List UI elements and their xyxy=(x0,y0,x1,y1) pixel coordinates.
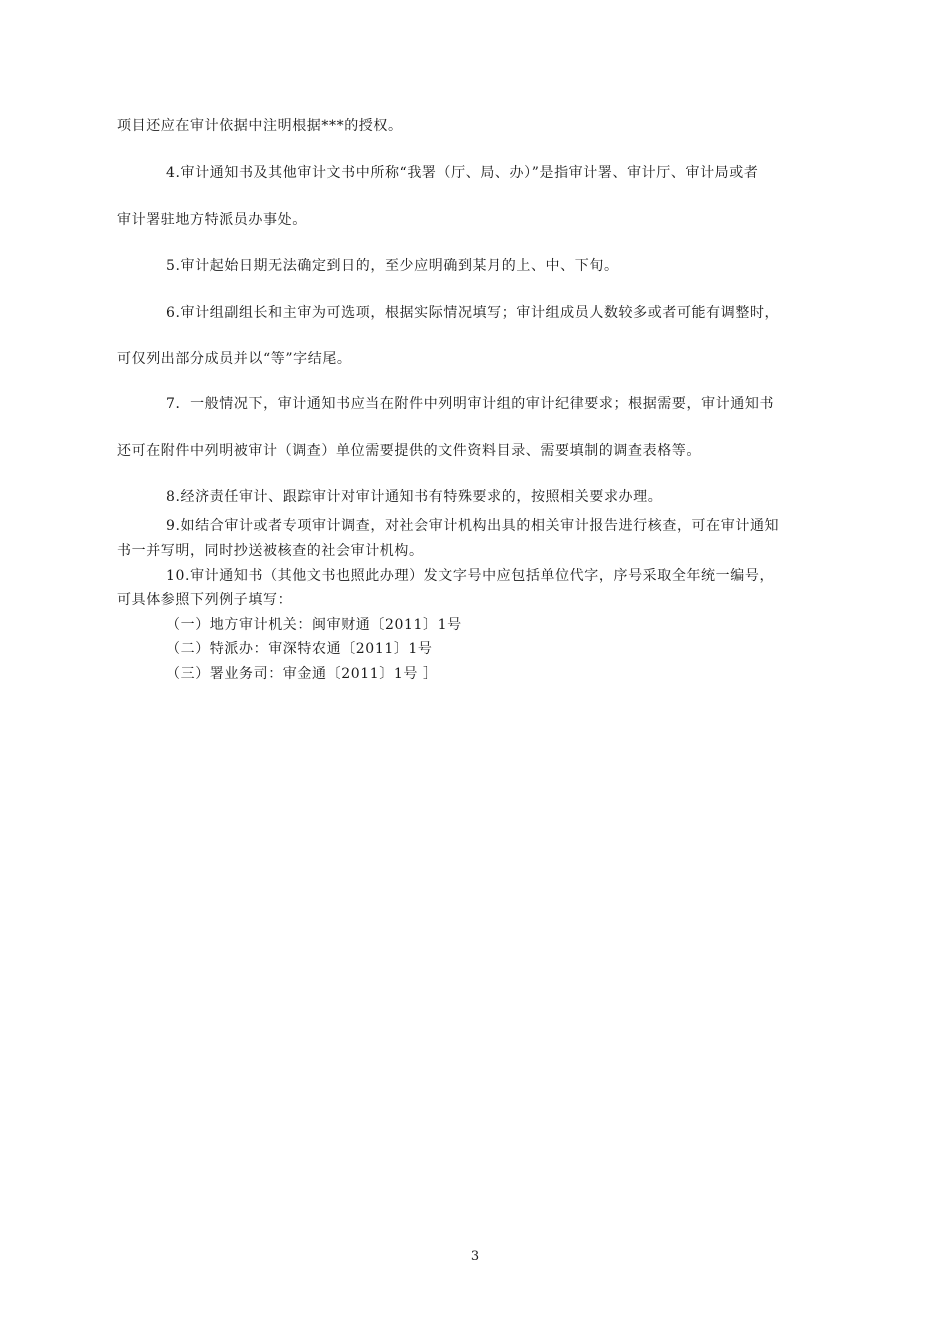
paragraph-line-item-10: 10.审计通知书（其他文书也照此办理）发文字号中应包括单位代字，序号采取全年统一编号， xyxy=(166,568,775,584)
paragraph-line-item-7-cont: 还可在附件中列明被审计（调查）单位需要提供的文件资料目录、需要填制的调查表格等。 xyxy=(117,443,701,459)
paragraph-line-item-8: 8.经济责任审计、跟踪审计对审计通知书有特殊要求的，按照相关要求办理。 xyxy=(166,489,663,505)
paragraph-line-item-6: 6.审计组副组长和主审为可选项，根据实际情况填写；审计组成员人数较多或者可能有调整时， xyxy=(166,305,780,321)
paragraph-line-item-10-cont: 可具体参照下列例子填写： xyxy=(117,592,293,608)
paragraph-line-item-9: 9.如结合审计或者专项审计调查，对社会审计机构出具的相关审计报告进行核查，可在审计通知 xyxy=(166,518,780,534)
paragraph-line-item-5: 5.审计起始日期无法确定到日的，至少应明确到某月的上、中、下旬。 xyxy=(166,258,619,274)
paragraph-line-item-4: 4.审计通知书及其他审计文书中所称“我署（厅、局、办）”是指审计署、审计厅、审计局或者 xyxy=(166,165,759,181)
example-line-department: （三）署业务司：审金通〔2011〕1号 ］ xyxy=(166,666,438,682)
paragraph-line-item-7: 7．一般情况下，审计通知书应当在附件中列明审计组的审计纪律要求；根据需要，审计通知书 xyxy=(166,396,775,412)
paragraph-line-authorization-note: 项目还应在审计依据中注明根据***的授权。 xyxy=(117,118,403,134)
paragraph-line-item-4-cont: 审计署驻地方特派员办事处。 xyxy=(117,212,307,228)
page-number: 3 xyxy=(470,1249,480,1264)
paragraph-line-item-6-cont: 可仅列出部分成员并以“等”字结尾。 xyxy=(117,351,352,367)
example-line-local-audit: （一）地方审计机关：闽审财通〔2011〕1号 xyxy=(166,617,462,633)
example-line-special-office: （二）特派办：审深特农通〔2011〕1号 xyxy=(166,641,433,657)
paragraph-line-item-9-cont: 书一并写明，同时抄送被核查的社会审计机构。 xyxy=(117,543,424,559)
